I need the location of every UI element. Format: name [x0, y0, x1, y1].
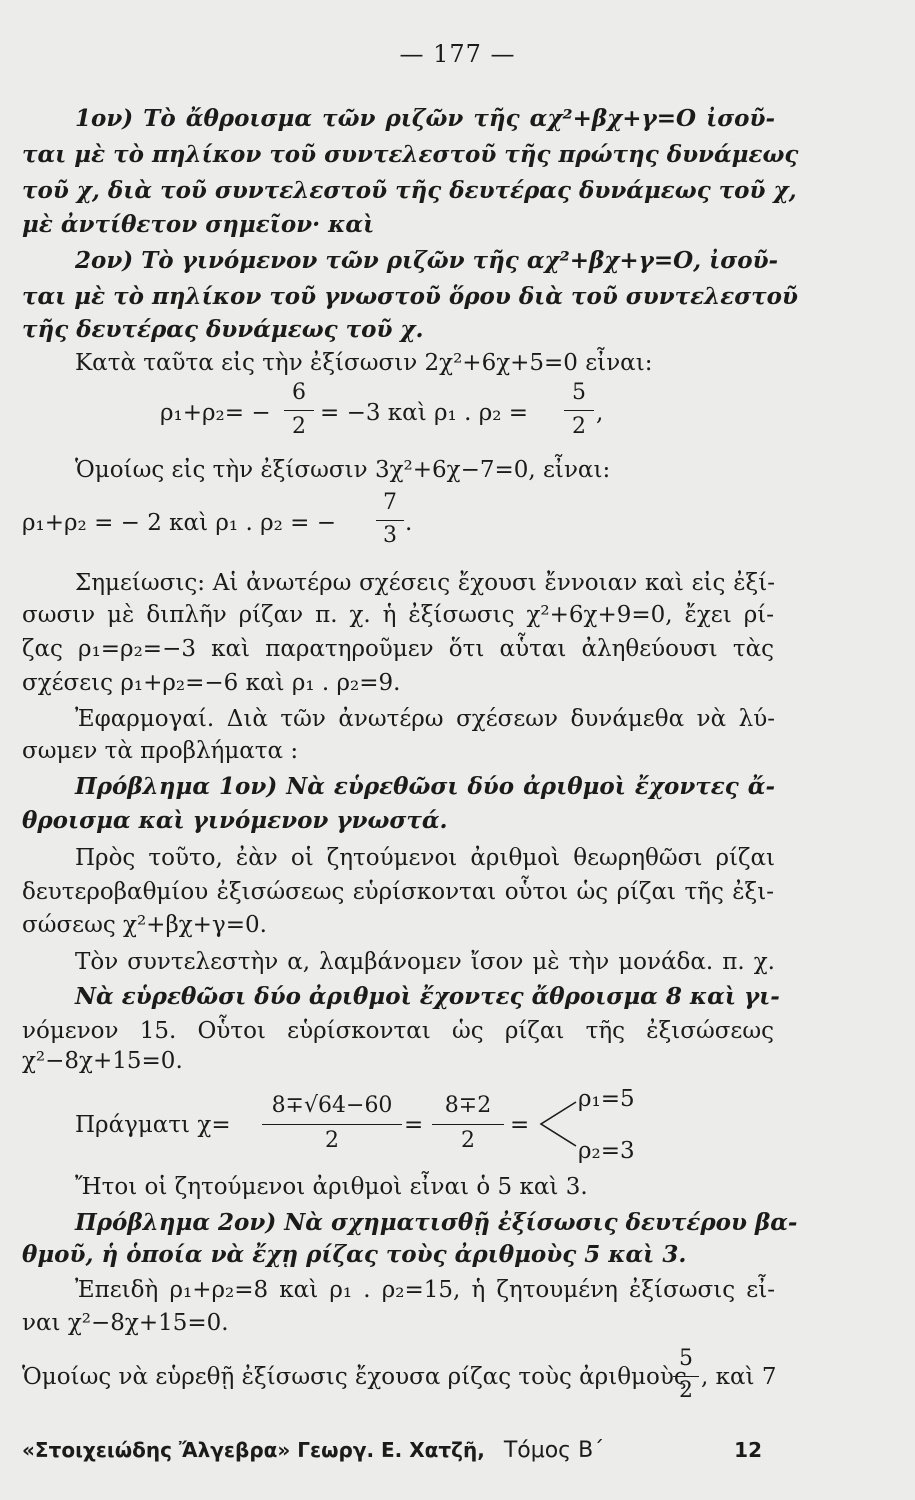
- note-line2: σωσιν μὲ διπλῆν ρίζαν π. χ. ἡ ἐξίσωσις χ²+6χ+9=0, ἔχει ρί-: [22, 602, 774, 628]
- example1-den2: 2: [572, 414, 586, 439]
- problem1-example-line1: Νὰ εὑρεθῶσι δύο ἀριθμοὶ ἔχοντες ἄθροισμα 8 καὶ γι-: [75, 983, 780, 1010]
- example1-end: ,: [596, 400, 604, 426]
- fraction-bar: [376, 520, 404, 521]
- example1-intro: Κατὰ ταῦτα εἰς τὴν ἐξίσωσιν 2χ²+6χ+5=0 εἶναι:: [75, 350, 653, 376]
- root-split-bracket: [538, 1100, 578, 1148]
- calc-den2: 2: [461, 1128, 475, 1153]
- problem1-example-line2: νόμενον 15. Οὗτοι εὑρίσκονται ὡς ρίζαι τῆς ἐξισώσεως: [22, 1018, 774, 1044]
- rule2-line2: ται μὲ τὸ πηλίκον τοῦ γνωστοῦ ὅρου διὰ τοῦ συντελεστοῦ: [22, 283, 798, 310]
- problem1-conclusion: Ἤτοι οἱ ζητούμενοι ἀριθμοὶ εἶναι ὁ 5 καὶ 3.: [75, 1174, 588, 1200]
- calc-equals: =: [404, 1112, 424, 1138]
- rule2-line3: τῆς δευτέρας δυνάμεως τοῦ χ.: [22, 316, 424, 343]
- example1-num2: 5: [572, 380, 586, 405]
- rule2-line1: 2ον) Τὸ γινόμενον τῶν ριζῶν τῆς αχ²+βχ+γ=Ο, ἰσοῦ-: [75, 247, 779, 274]
- footer-book-title: «Στοιχειώδης Ἄλγεβρα» Γεωργ. Ε. Χατζῆ,: [22, 1438, 485, 1462]
- calc-equals-2: =: [510, 1112, 530, 1138]
- problem1-para-line3: σώσεως χ²+βχ+γ=0.: [22, 912, 267, 938]
- problem1-title-line1: Πρόβλημα 1ον) Νὰ εὑρεθῶσι δύο ἀριθμοὶ ἔχοντες ἄ-: [75, 773, 775, 800]
- example1-middle: = −3 καὶ ρ₁ . ρ₂ =: [320, 400, 529, 426]
- example1-sum-lhs: ρ₁+ρ₂= −: [160, 400, 271, 426]
- problem1-para-line2: δευτεροβαθμίου ἐξισώσεως εὑρίσκονται οὗτοι ὡς ρίζαι τῆς ἐξι-: [22, 879, 774, 905]
- problem1-para-line1: Πρὸς τοῦτο, ἐὰν οἱ ζητούμενοι ἀριθμοὶ θεωρηθῶσι ρίζαι: [75, 845, 775, 871]
- example1-num1: 6: [292, 380, 306, 405]
- applications-line2: σωμεν τὰ προβλήματα :: [22, 738, 299, 764]
- problem1-title-line2: θροισμα καὶ γινόμενον γνωστά.: [22, 807, 448, 834]
- example2-intro: Ὁμοίως εἰς τὴν ἐξίσωσιν 3χ²+6χ−7=0, εἶναι:: [75, 457, 611, 483]
- rule1-line1: 1ον) Τὸ ἄθροισμα τῶν ριζῶν τῆς αχ²+βχ+γ=Ο ἰσοῦ-: [75, 105, 775, 132]
- problem2-exercise-den: 2: [679, 1378, 693, 1403]
- note-line1: Σημείωσις: Αἱ ἀνωτέρω σχέσεις ἔχουσι ἔννοιαν καὶ εἰς ἐξί-: [75, 570, 775, 596]
- root2: ρ₂=3: [578, 1138, 635, 1164]
- fraction-bar: [262, 1124, 402, 1125]
- page-number: — 177 —: [399, 40, 516, 68]
- footer-volume: Τόμος Β΄: [503, 1438, 605, 1463]
- fraction-bar: [284, 410, 314, 411]
- note-line3: ζας ρ₁=ρ₂=−3 καὶ παρατηροῦμεν ὅτι αὗται ἀληθεύουσι τὰς: [22, 636, 774, 662]
- example2-lhs: ρ₁+ρ₂ = − 2 καὶ ρ₁ . ρ₂ = −: [22, 510, 336, 536]
- fraction-bar: [673, 1376, 699, 1377]
- example2-end: .: [405, 510, 413, 536]
- applications-line1: Ἐφαρμογαί. Διὰ τῶν ἀνωτέρω σχέσεων δυνάμεθα νὰ λύ-: [75, 706, 775, 732]
- example1-den1: 2: [292, 414, 306, 439]
- calc-den1: 2: [325, 1128, 339, 1153]
- example2-den: 3: [383, 523, 397, 548]
- problem2-title-line1: Πρόβλημα 2ον) Νὰ σχηματισθῇ ἐξίσωσις δευτέρου βα-: [75, 1209, 798, 1236]
- problem2-exercise-num: 5: [679, 1346, 693, 1371]
- problem2-exercise-text: Ὁμοίως νὰ εὑρεθῇ ἐξίσωσις ἔχουσα ρίζας τοὺς ἀριθμοὺς: [22, 1364, 687, 1390]
- calc-lhs: Πράγματι χ=: [75, 1112, 231, 1138]
- root1: ρ₁=5: [578, 1086, 635, 1112]
- problem2-title-line2: θμοῦ, ἡ ὁποία νὰ ἔχῃ ρίζας τοὺς ἀριθμοὺς 5 καὶ 3.: [22, 1241, 687, 1268]
- example2-num: 7: [383, 490, 397, 515]
- problem1-example-line3: χ²−8χ+15=0.: [22, 1048, 183, 1074]
- problem1-para-line4: Τὸν συντελεστὴν α, λαμβάνομεν ἴσον μὲ τὴν μονάδα. π. χ.: [75, 949, 775, 975]
- footer: [22, 1438, 762, 1463]
- rule1-line2: ται μὲ τὸ πηλίκον τοῦ συντελεστοῦ τῆς πρώτης δυνάμεως: [22, 141, 799, 168]
- problem2-para-line2: ναι χ²−8χ+15=0.: [22, 1310, 229, 1336]
- fraction-bar: [564, 410, 594, 411]
- calc-num1: 8∓√64−60: [271, 1093, 393, 1118]
- problem2-exercise-end: , καὶ 7: [701, 1364, 777, 1390]
- calc-num2: 8∓2: [444, 1093, 492, 1118]
- rule1-line4: μὲ ἀντίθετον σημεῖον· καὶ: [22, 211, 375, 238]
- note-line4: σχέσεις ρ₁+ρ₂=−6 καὶ ρ₁ . ρ₂=9.: [22, 670, 401, 696]
- problem2-para-line1: Ἐπειδὴ ρ₁+ρ₂=8 καὶ ρ₁ . ρ₂=15, ἡ ζητουμένη ἐξίσωσις εἶ-: [75, 1277, 775, 1303]
- footer-sheet-number: 12: [734, 1438, 762, 1462]
- fraction-bar: [432, 1124, 504, 1125]
- rule1-line3: τοῦ χ, διὰ τοῦ συντελεστοῦ τῆς δευτέρας δυνάμεως τοῦ χ,: [22, 177, 797, 204]
